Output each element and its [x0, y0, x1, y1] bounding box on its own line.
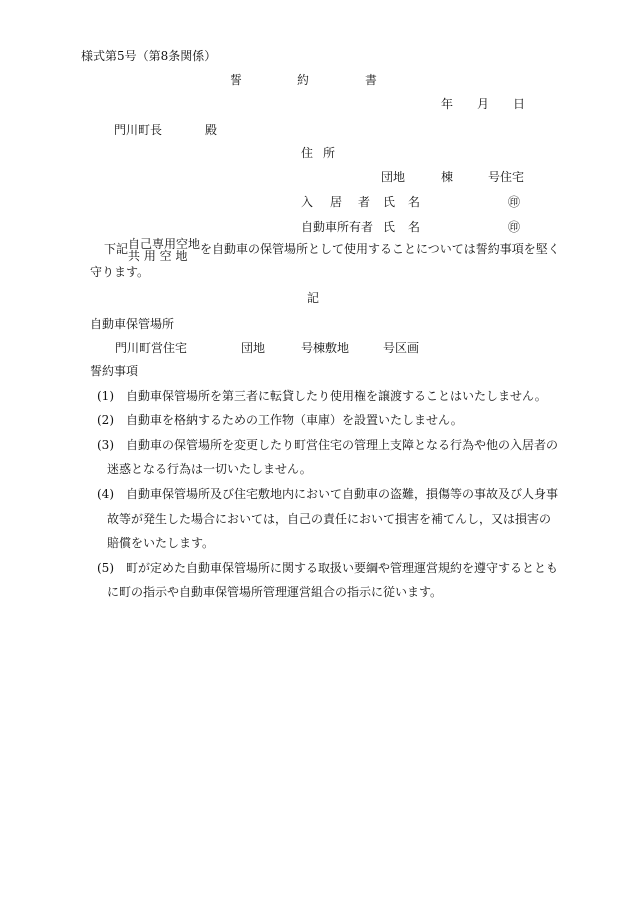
option-private: 自己専用空地: [128, 236, 201, 251]
title-char: 約: [297, 73, 309, 87]
owner-label-mei: 名: [408, 220, 421, 234]
owner-label: 自動車所有者: [301, 220, 374, 234]
parking-section: 号区画: [383, 341, 420, 355]
address-label-1: 住: [301, 146, 314, 160]
seal-mark: ㊞: [508, 220, 521, 234]
housing-tou: 棟: [441, 170, 454, 184]
resident-label-2: 居: [330, 195, 343, 209]
address-label-2: 所: [323, 146, 336, 160]
date-month: 月: [477, 97, 490, 111]
pledge-line: 町が定めた自動車保管場所に関する取扱い要綱や管理運営規約を遵守するととも: [126, 561, 559, 575]
pledge-line: 賠償をいたします。: [107, 536, 215, 550]
space-options: [128, 238, 200, 262]
owner-label-shi: 氏: [383, 220, 396, 234]
pledge-line: 自動車の保管場所を変更したり町営住宅の管理上支障となる行為や他の入居者の: [126, 438, 559, 452]
pledge-line: 自動車保管場所を第三者に転貸したり使用権を譲渡することはいたしません。: [126, 389, 547, 403]
body-line-1: [104, 237, 560, 262]
pledge-number: (5): [97, 561, 114, 575]
pledge-line: 故等が発生した場合においては，自己の責任において損害を補てんし，又は損害の: [107, 512, 552, 526]
pledge-number: (1): [97, 389, 114, 403]
addressee-honorific: 殿: [205, 123, 218, 137]
seal-mark: ㊞: [508, 195, 521, 209]
body-line-1-text: を自動車の保管場所として使用することについては誓約事項を堅く: [200, 242, 560, 256]
ki-heading: 記: [307, 291, 320, 305]
pledge-line: 自動車を格納するための工作物（車庫）を設置いたしません。: [126, 413, 463, 427]
housing-room: 号住宅: [488, 170, 525, 184]
pledge-number: (3): [97, 438, 114, 452]
pledge-line: に町の指示や自動車保管場所管理運営組合の指示に従います。: [107, 585, 443, 599]
addressee-name: 門川町長: [114, 123, 163, 137]
resident-label-3: 者: [358, 195, 371, 209]
title-char: 書: [365, 73, 377, 87]
housing-danchi: 団地: [381, 170, 406, 184]
body-line-2: 守ります。: [90, 265, 150, 279]
parking-heading: 自動車保管場所: [90, 317, 175, 331]
pledge-number: (2): [97, 413, 114, 427]
resident-label-4: 氏: [383, 195, 396, 209]
pledge-number: (4): [97, 487, 114, 501]
pledge-heading: 誓約事項: [90, 364, 139, 378]
body-prefix: 下記: [104, 242, 129, 256]
resident-label-5: 名: [408, 195, 421, 209]
date-year: 年: [441, 97, 454, 111]
pledge-line: 自動車保管場所及び住宅敷地内において自動車の盗難，損傷等の事故及び人身事: [126, 487, 559, 501]
pledge-line: 迷惑となる行為は一切いたしません。: [107, 462, 312, 476]
option-shared: 共 用 空 地: [128, 248, 188, 263]
parking-housing: 門川町営住宅: [115, 341, 188, 355]
parking-danchi: 団地: [241, 341, 266, 355]
title-char: 誓: [230, 73, 242, 87]
form-number: 様式第5号（第8条関係）: [81, 49, 217, 63]
page-title: [0, 73, 612, 87]
date-day: 日: [513, 97, 526, 111]
resident-label-1: 入: [301, 195, 314, 209]
parking-building: 号棟敷地: [301, 341, 350, 355]
